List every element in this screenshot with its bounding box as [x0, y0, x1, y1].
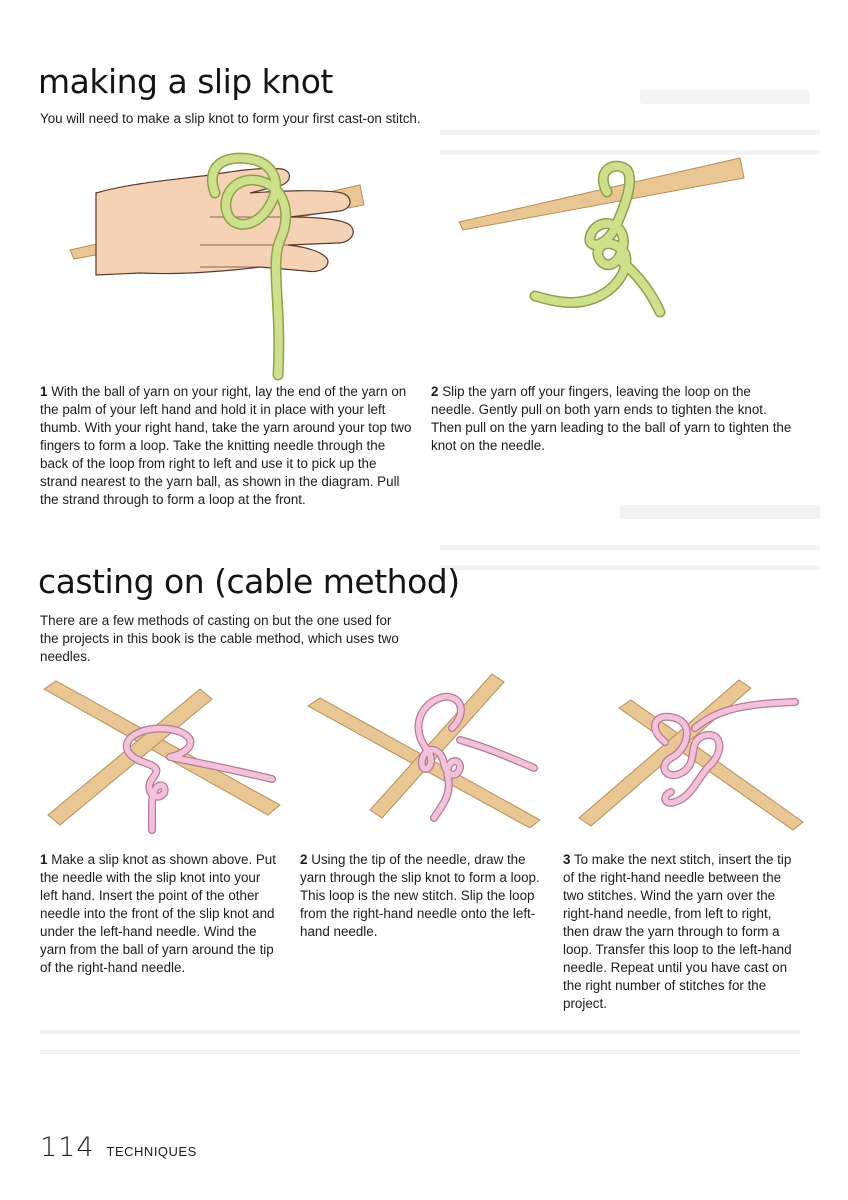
step-text: With the ball of yarn on your right, lay the end of the yarn on the palm of your left hand and hold it in place with your left thumb. With your right hand, take the yarn around your top two fingers to form a loop. Take the knitting needle through the back of the loop from right to left and use it to pick up the strand nearest to the yarn ball, as shown in the diagram. Pull the strand through to form a loop at the front. [40, 384, 412, 507]
step-number: 2 [300, 852, 308, 867]
step-text: To make the next stitch, insert the tip of the right-hand needle between the two stitches. Wind the yarn over the right-hand needle, from left to right, then draw the yarn through to form a loop. Transfer this loop to the left-hand needle. Repeat until you have cast on the right number of stitches for the project. [563, 852, 792, 1011]
slip-knot-step-1 [40, 383, 416, 509]
step-number: 1 [40, 384, 48, 399]
section-label: TECHNIQUES [106, 1144, 197, 1159]
cable-cast-on-illustration-3 [575, 672, 810, 837]
section-intro-cable-cast-on: There are a few methods of casting on but the one used for the projects in this book is the cable method, which uses two needles. [40, 613, 399, 664]
step-text: Slip the yarn off your fingers, leaving the loop on the needle. Gently pull on both yarn ends to tighten the knot. Then pull on the yarn leading to the ball of yarn to tighten the knot on the needle. [431, 384, 792, 453]
hand [96, 168, 353, 275]
section-title-slip-knot: making a slip knot [38, 62, 333, 101]
page-number: 114 [40, 1132, 95, 1163]
step-text: Using the tip of the needle, draw the yarn through the slip knot to form a loop. This loop is the new stitch. Slip the loop from the right-hand needle onto the left-hand needle. [300, 852, 540, 939]
section-intro-slip-knot: You will need to make a slip knot to form your first cast-on stitch. [40, 111, 421, 126]
step-number: 2 [431, 384, 439, 399]
page-footer [40, 1132, 197, 1163]
step-text: Make a slip knot as shown above. Put the needle with the slip knot into your left hand. Insert the point of the other needle into the front of the slip knot and under the left-hand needle. Wind the yarn from the ball of yarn around the tip of the right-hand needle. [40, 852, 276, 975]
cable-step-2 [300, 851, 542, 941]
step-number: 3 [563, 852, 571, 867]
hand-loop-illustration [60, 145, 390, 385]
slip-knot-illustration [455, 150, 755, 340]
cable-cast-on-illustration-1 [40, 675, 285, 835]
step-number: 1 [40, 852, 48, 867]
slip-knot-step-2 [431, 383, 797, 455]
cable-step-1 [40, 851, 278, 977]
cable-cast-on-illustration-2 [302, 668, 547, 828]
cable-step-3 [563, 851, 797, 1013]
section-title-cable-cast-on: casting on (cable method) [38, 562, 460, 601]
